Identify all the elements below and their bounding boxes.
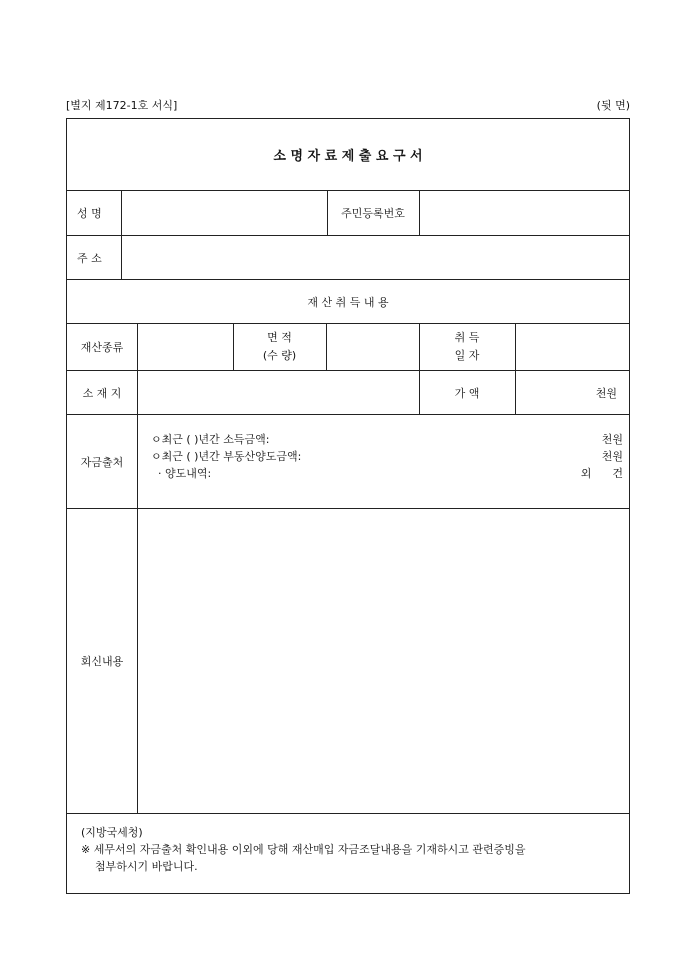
- form-title: 소 명 자 료 제 출 요 구 서: [273, 149, 423, 164]
- acquisition-date-label: [419, 324, 515, 370]
- area-field[interactable]: [326, 324, 419, 370]
- price-label: 가 액: [454, 386, 480, 400]
- property-kind-field[interactable]: [137, 324, 233, 370]
- footer-note: [81, 824, 525, 875]
- income-text: ㅇ최근 ( )년간 소득금액:: [151, 433, 270, 446]
- footer-row: [67, 814, 629, 893]
- reply-field[interactable]: [137, 509, 629, 813]
- property-detail-row: [67, 324, 629, 371]
- resident-number-field[interactable]: [419, 191, 629, 235]
- form-number: [별지 제172-1호 서식]: [66, 99, 178, 112]
- property-kind-label: 재산종류: [80, 341, 124, 354]
- regional-office-label: (지방국세청): [81, 826, 143, 839]
- transfer-detail-line: [151, 465, 623, 482]
- price-unit[interactable]: 천원: [595, 386, 617, 400]
- location-field[interactable]: [137, 371, 419, 414]
- reply-row: [67, 509, 629, 814]
- area-label: [233, 324, 326, 370]
- name-row: [67, 191, 629, 236]
- acquisition-date-field[interactable]: [515, 324, 629, 370]
- title-row: [67, 119, 629, 191]
- footer-note-line2: 첨부하시기 바랍니다.: [81, 860, 198, 873]
- income-unit: 천원: [601, 433, 623, 446]
- transfer-text: ㅇ최근 ( )년간 부동산양도금액:: [151, 450, 302, 463]
- transfer-unit: 천원: [601, 450, 623, 463]
- page-side-label: (뒷 면): [596, 99, 630, 112]
- area-label-line2: (수 량): [262, 349, 297, 362]
- address-row: [67, 236, 629, 280]
- address-label: 주 소: [77, 251, 102, 265]
- transfer-detail-text: · 양도내역:: [151, 467, 212, 480]
- property-section-title: 재 산 취 득 내 용: [307, 295, 389, 309]
- funds-source-row: [67, 415, 629, 509]
- area-label-line1: 면 적: [267, 331, 292, 344]
- transfer-line: [151, 448, 623, 465]
- reply-label: 회신내용: [80, 655, 124, 668]
- resident-number-label: 주민등록번호: [341, 207, 405, 220]
- property-section-row: [67, 280, 629, 324]
- address-field[interactable]: [121, 236, 629, 279]
- funds-source-detail[interactable]: [151, 431, 623, 482]
- acquisition-label-line1: 취 득: [454, 331, 480, 344]
- location-label: 소 재 지: [82, 386, 122, 400]
- income-line: [151, 431, 623, 448]
- acquisition-label-line2: 일 자: [454, 349, 480, 362]
- transfer-count-unit: 외 건: [580, 467, 623, 480]
- footer-note-line1: ※ 세무서의 자금출처 확인내용 이외에 당해 재산매입 자금조달내용을 기재하시고 관련증빙을: [81, 843, 526, 856]
- funds-source-label: 자금출처: [80, 455, 124, 469]
- request-form: [66, 118, 630, 894]
- location-row: [67, 371, 629, 415]
- name-field[interactable]: [121, 191, 327, 235]
- name-label: 성 명: [77, 207, 102, 220]
